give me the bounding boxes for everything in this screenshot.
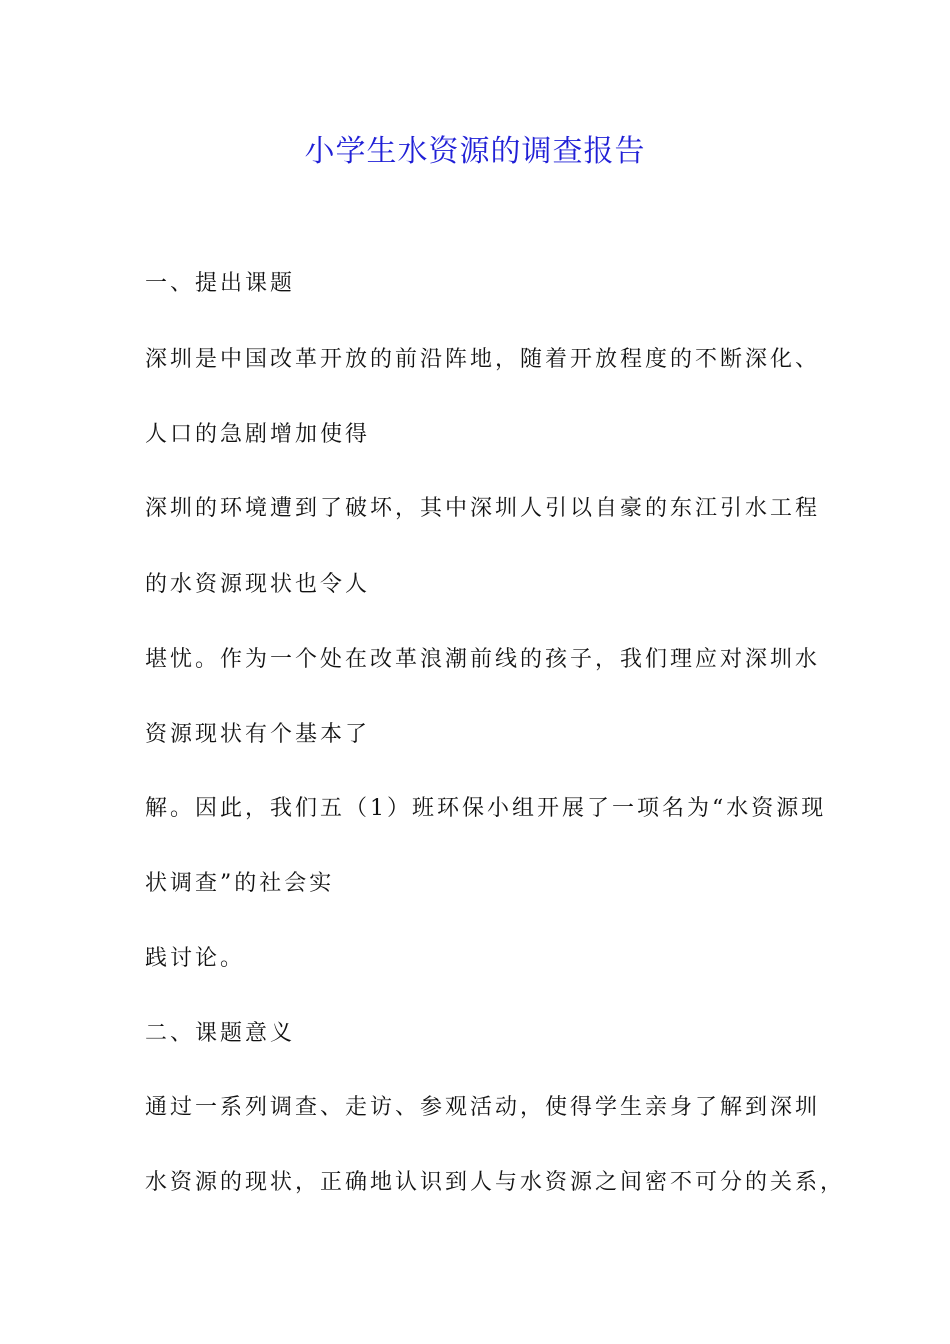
heading-proposal: 一、提出课题 <box>145 271 296 296</box>
paragraph-line: 状调查”的社会实 <box>145 871 335 896</box>
paragraph-line: 通过一系列调查、走访、参观活动，使得学生亲身了解到深圳 <box>145 1095 821 1120</box>
paragraph-line: 践讨论。 <box>145 946 246 971</box>
paragraph-line: 堪忧。作为一个处在改革浪潮前线的孩子，我们理应对深圳水 <box>145 647 821 672</box>
paragraph-line: 的水资源现状也令人 <box>145 572 371 597</box>
paragraph-line: 深圳是中国改革开放的前沿阵地，随着开放程度的不断深化、 <box>145 347 821 372</box>
paragraph-line: 人口的急剧增加使得 <box>145 422 371 447</box>
paragraph-line: 资源现状有个基本了 <box>145 722 371 747</box>
document-title: 小学生水资源的调查报告 <box>304 134 646 169</box>
paragraph-line: 解。因此，我们五（1）班环保小组开展了一项名为“水资源现 <box>145 796 827 821</box>
heading-significance: 二、课题意义 <box>145 1021 296 1046</box>
paragraph-line: 水资源的现状，正确地认识到人与水资源之间密不可分的关系， <box>145 1170 846 1195</box>
paragraph-line: 深圳的环境遭到了破坏，其中深圳人引以自豪的东江引水工程 <box>145 496 821 521</box>
